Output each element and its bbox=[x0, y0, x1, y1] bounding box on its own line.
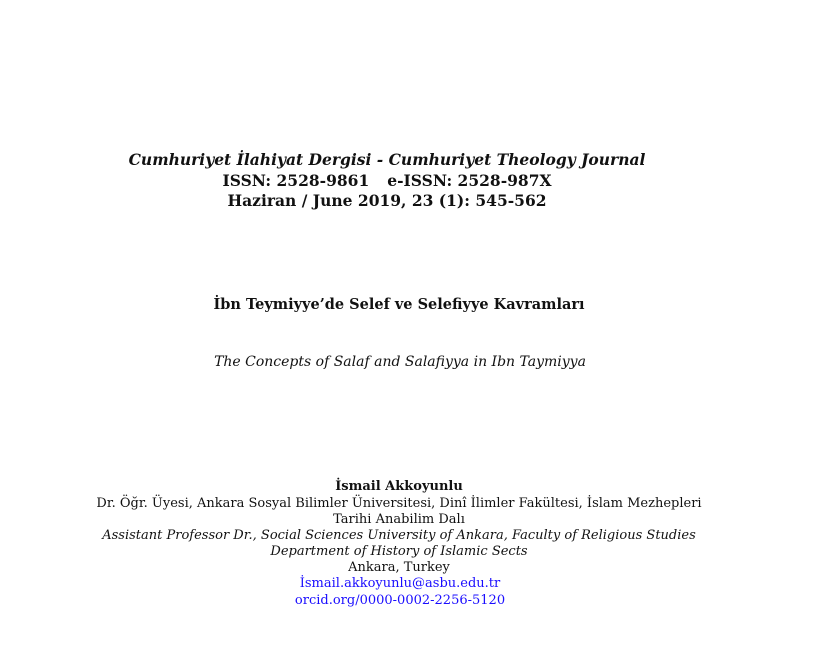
journal-title: Cumhuriyet İlahiyat Dergisi - Cumhuriyet Theology Journal bbox=[128, 150, 646, 169]
journal-issue: Haziran / June 2019, 23 (1): 545-562 bbox=[227, 191, 547, 210]
affiliation-english-line-2: Department of History of Islamic Sects bbox=[270, 544, 528, 559]
author-email-link[interactable]: İsmail.akkoyunlu@asbu.edu.tr bbox=[299, 576, 501, 591]
author-location: Ankara, Turkey bbox=[348, 560, 450, 575]
affiliation-english-line-1: Assistant Professor Dr., Social Sciences University of Ankara, Faculty of Religious Studies bbox=[102, 528, 696, 543]
author-name: İsmail Akkoyunlu bbox=[335, 479, 463, 494]
affiliation-turkish-line-2: Tarihi Anabilim Dalı bbox=[333, 512, 465, 527]
article-title-turkish: İbn Teymiyye’de Selef ve Selefiyye Kavramları bbox=[213, 296, 585, 313]
author-orcid-link[interactable]: orcid.org/0000-0002-2256-5120 bbox=[294, 593, 506, 608]
e-issn: e-ISSN: 2528-987X bbox=[387, 171, 552, 190]
journal-issn-line bbox=[222, 171, 551, 190]
affiliation-turkish-line-1: Dr. Öğr. Üyesi, Ankara Sosyal Bilimler Üniversitesi, Dinî İlimler Fakültesi, İslam Mezhepleri bbox=[96, 496, 702, 511]
article-title-english: The Concepts of Salaf and Salafiyya in Ibn Taymiyya bbox=[214, 354, 586, 370]
issn: ISSN: 2528-9861 bbox=[222, 171, 370, 190]
